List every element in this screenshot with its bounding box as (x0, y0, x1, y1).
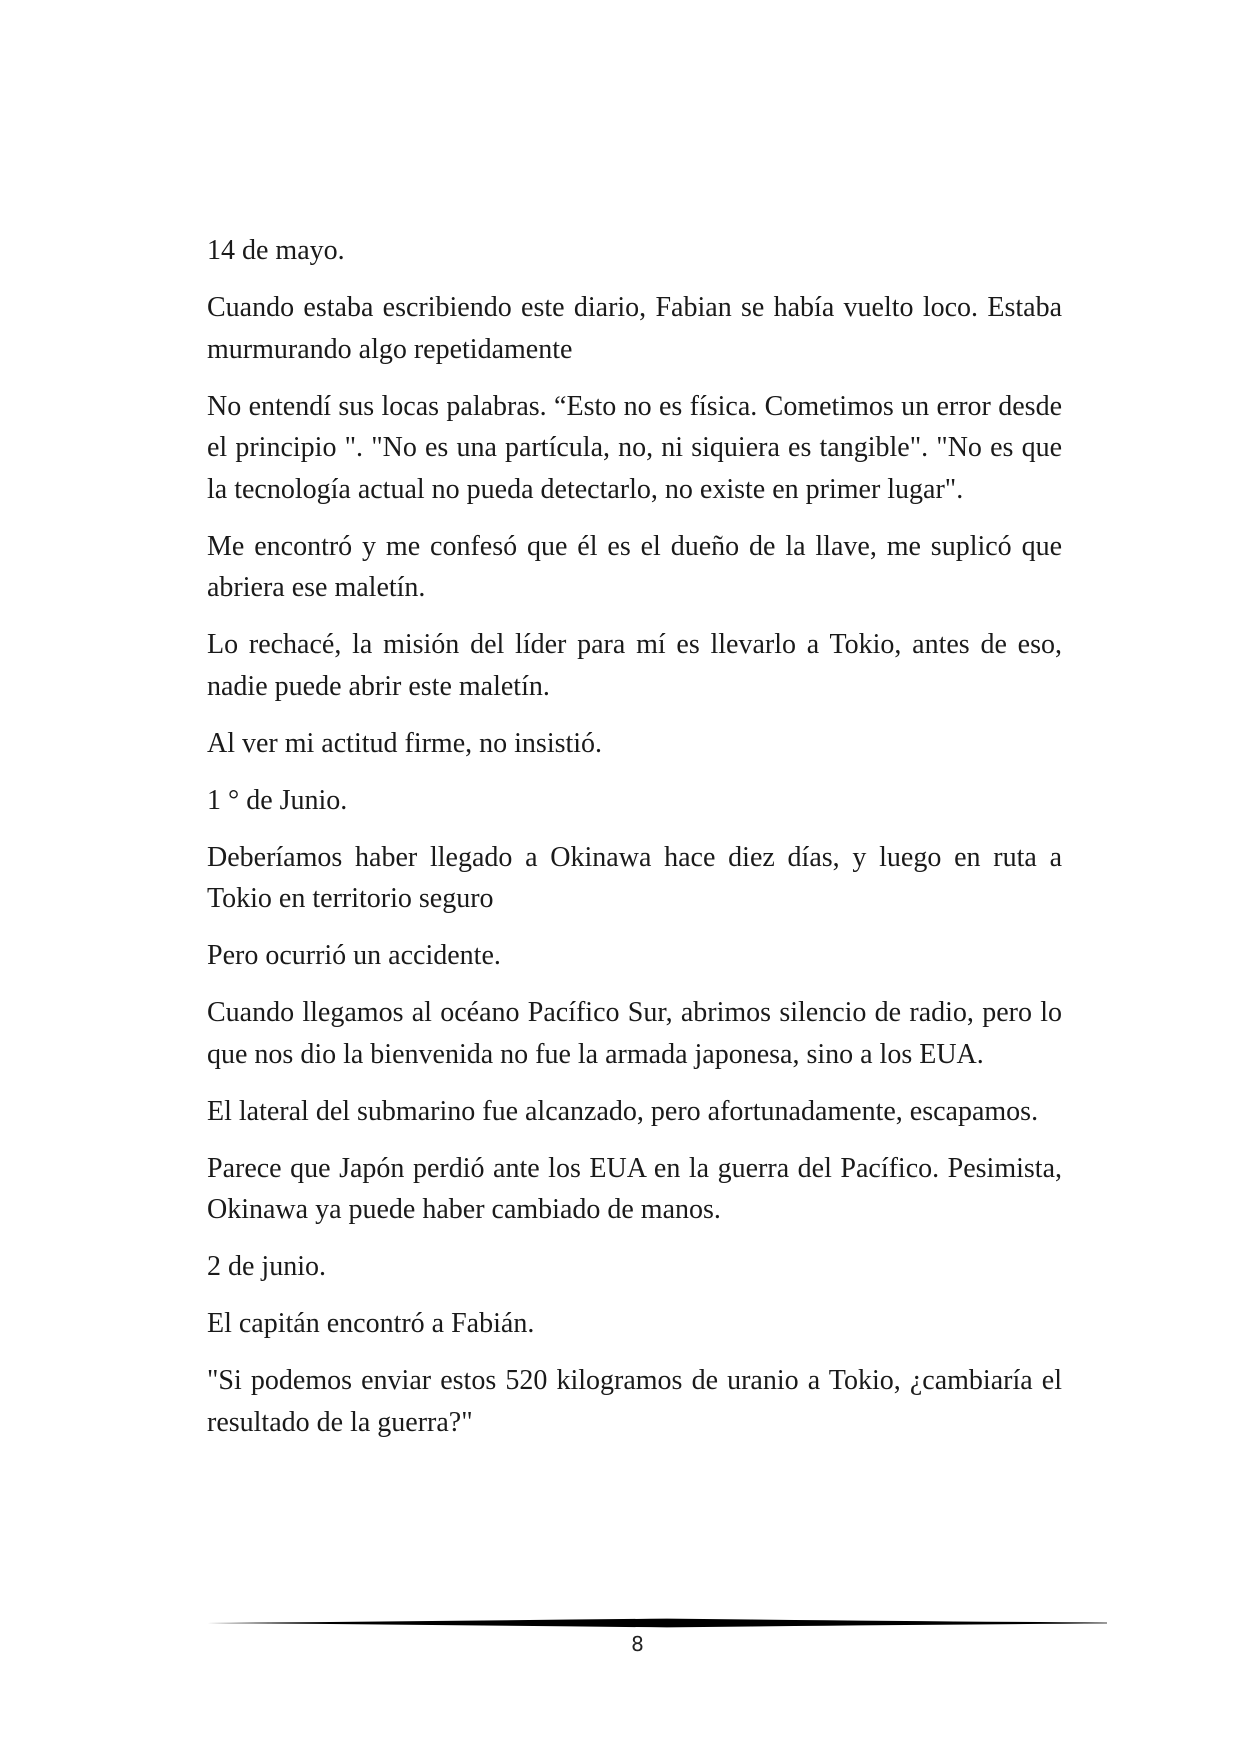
paragraph: Deberíamos haber llegado a Okinawa hace diez días, y luego en ruta a Tokio en territorio seguro (207, 841, 1062, 914)
paragraph: Parece que Japón perdió ante los EUA en la guerra del Pacífico. Pesimista, Okinawa ya puede haber cambiado de manos. (207, 1152, 1062, 1225)
paragraph: Me encontró y me confesó que él es el dueño de la llave, me suplicó que abriera ese maletín. (207, 530, 1062, 603)
page-number: 8 (631, 1632, 644, 1656)
paragraph: Pero ocurrió un accidente. (207, 940, 501, 971)
diary-date-june-2: 2 de junio. (207, 1251, 326, 1282)
diary-date-may-14: 14 de mayo. (207, 235, 345, 266)
paragraph: El capitán encontró a Fabián. (207, 1308, 535, 1339)
diary-date-june-1: 1 ° de Junio. (207, 784, 348, 816)
paragraph: Lo rechacé, la misión del líder para mí es llevarlo a Tokio, antes de eso, nadie puede abrir este maletín. (207, 629, 1062, 702)
paragraph: No entendí sus locas palabras. “Esto no es física. Cometimos un error desde el principio ". "No es una partícula, no, ni siquiera es tangible". "No es que la tecnología actual no pueda detectarlo, no existe en primer lugar". (207, 390, 1062, 505)
paragraph: El lateral del submarino fue alcanzado, pero afortunadamente, escapamos. (207, 1095, 1039, 1127)
paragraph: Cuando estaba escribiendo este diario, Fabian se había vuelto loco. Estaba murmurando algo repetidamente (207, 292, 1062, 365)
paragraph: Al ver mi actitud firme, no insistió. (207, 727, 603, 759)
paragraph: "Si podemos enviar estos 520 kilogramos de uranio a Tokio, ¿cambiaría el resultado de la guerra?" (207, 1365, 1062, 1438)
footer-divider (207, 1618, 1107, 1628)
page-body (207, 230, 1062, 1443)
paragraph: Cuando llegamos al océano Pacífico Sur, abrimos silencio de radio, pero lo que nos dio la bienvenida no fue la armada japonesa, sino a los EUA. (207, 997, 1062, 1070)
